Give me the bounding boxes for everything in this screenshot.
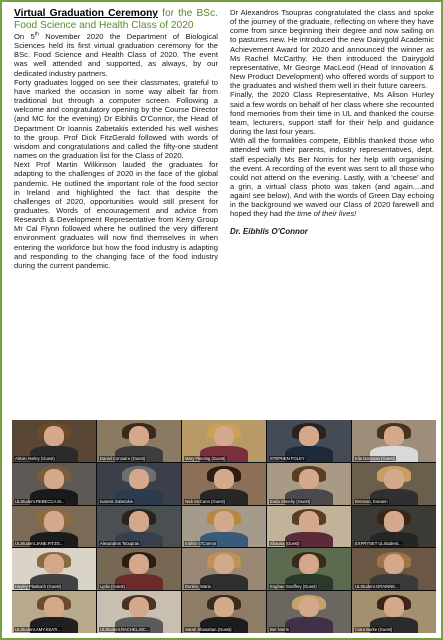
participant-name-label: Ciara Burke (Guest) xyxy=(355,626,393,632)
participant-tile xyxy=(12,420,96,462)
participant-tile xyxy=(12,548,96,590)
participant-body xyxy=(285,617,332,633)
participant-face xyxy=(214,597,234,617)
participant-face xyxy=(214,511,234,531)
participant-face xyxy=(129,511,149,531)
participant-name-label: Sarah Shanahan (Guest) xyxy=(185,626,232,632)
participant-face xyxy=(299,554,319,574)
participant-tile xyxy=(97,506,181,548)
paragraph-1 xyxy=(14,32,218,78)
participant-tile xyxy=(97,591,181,633)
participant-face xyxy=(299,597,319,617)
participant-tile xyxy=(12,463,96,505)
participant-tile xyxy=(12,591,96,633)
participant-name-label: Hayley Plaskach (Guest) xyxy=(15,584,62,590)
paragraph-2: Forty graduates logged on see their classmates, grateful to have marked the occasion in some way albeit far from traditional but through a computer screen. Following a welcome and congratulatory opening by the Course Director (and MC for the evening) Dr Eibhlis O'Connor, the Head of Department Dr Ioannis Zabetakis extended his well wishes to the group. Prof Dick FitzGerald followed with words of wisdom and congratulations and called the fifty-one student names on the graduation list for the Class of 2020. xyxy=(14,77,218,161)
participant-tile xyxy=(352,463,436,505)
participant-face xyxy=(299,511,319,531)
participant-face xyxy=(299,426,319,446)
virtual-class-photo xyxy=(12,420,436,633)
title-rest: for the BSc. Food Science and Health Class of 2020 xyxy=(14,8,218,31)
participant-tile xyxy=(182,420,266,462)
participant-name-label: Eoghan Geoffrey (Guest) xyxy=(270,584,317,590)
paragraph-5: Finally, the 2020 Class Representative, Ms Alison Hurley said a few words on behalf of her class where she recounted fond memories from their time in UL and thanked the course team, lecturers, support staff for their help and guidance during the last four years. xyxy=(230,90,434,137)
participant-name-label: Lydia (Guest) xyxy=(100,584,125,590)
participant-tile xyxy=(352,548,436,590)
paragraph-3: Next Prof Martin Wilkinson lauded the graduates for adapting to the challenges of 2020 in the face of the global pandemic. He outlined the important role of the food sector in Ireland and highlighted the fact that despite the challenges of 2020, opportunities would still present for graduates. Words of encouragement and advice from Research & Development Representative from Kerry Group Mr Cal Flynn followed where he outlined the very different environment graduates will now find themselves in when entering the workforce but how the food industry is adapting and responding to the changing face of the food industry during the current pandemic. xyxy=(14,160,218,270)
participant-tile xyxy=(352,591,436,633)
participant-face xyxy=(384,554,404,574)
participant-name-label: Mary Fleming (Guest) xyxy=(185,455,226,461)
participant-face xyxy=(129,554,149,574)
participant-face xyxy=(384,426,404,446)
title-underlined: Virtual Graduation Ceremony xyxy=(14,8,158,19)
participant-tile xyxy=(267,591,351,633)
participant-face xyxy=(384,511,404,531)
author-signature: Dr. Eibhlís O'Connor xyxy=(230,226,308,236)
article-column-right xyxy=(230,8,434,390)
participant-name-label: Alexandros Tsoupras xyxy=(100,541,140,547)
participant-tile xyxy=(97,420,181,462)
p6-main: With all the formalities compete, Eibhlis thanked those who attended with their parents, industry representatives, dept. staff especially Ms Ber Norris for her help with organising the event. A recording of the event was sent to all those who could not attend on the evening. Lastly, with a 'cheese' and a grin, a virtual class photo was taken (and again....and again! see below). And with the words of Green Day echoing in the background we waved our Class of 2020 farewell and hoped they had xyxy=(230,136,434,219)
participant-face xyxy=(384,469,404,489)
participant-face xyxy=(214,469,234,489)
participant-name-label: Eibhlis O'Connor xyxy=(185,541,217,547)
participant-tile xyxy=(97,463,181,505)
p1-pre: On 5 xyxy=(14,32,35,41)
participant-tile xyxy=(182,591,266,633)
participant-face xyxy=(44,597,64,617)
participant-face xyxy=(44,426,64,446)
participant-name-label: ULStudent.GRAINNE... xyxy=(355,584,399,590)
participant-face xyxy=(44,469,64,489)
p6-italic: the time of their lives! xyxy=(284,209,357,219)
participant-name-label: Alison Hurley (Guest) xyxy=(15,455,55,461)
participant-name-label: Dunkin, Maria xyxy=(185,584,211,590)
participant-tile xyxy=(352,420,436,462)
article-columns xyxy=(14,8,434,390)
article-column-left xyxy=(14,8,218,390)
p1-sup: th xyxy=(34,31,39,38)
participant-tile xyxy=(267,463,351,505)
participant-face xyxy=(44,554,64,574)
participant-tile xyxy=(182,506,266,548)
participant-face xyxy=(129,597,149,617)
participant-face xyxy=(214,426,234,446)
participant-tile xyxy=(267,506,351,548)
participant-face xyxy=(384,597,404,617)
participant-tile xyxy=(182,548,266,590)
participant-name-label: ULStudent.AMY.KEATI... xyxy=(15,626,61,632)
participant-name-label: STEPHEN FOLEY xyxy=(270,455,305,461)
participant-name-label: Ioannis Zabetakis xyxy=(100,498,133,504)
participant-tile xyxy=(267,420,351,462)
participant-name-label: ULStudent.JANE.FITZG... xyxy=(15,541,64,547)
participant-name-label: ULStudent.REBECCA.M... xyxy=(15,498,65,504)
participant-name-label: Shauna (Guest) xyxy=(270,541,300,547)
participant-name-label: Ella Donovan (Guest) xyxy=(355,455,396,461)
participant-face xyxy=(44,511,64,531)
participant-tile xyxy=(182,463,266,505)
paragraph-4: Dr Alexandros Tsoupras congratulated the class and spoke of the journey of the graduate, reflecting on where they have come from since beginning their degree and now sailing on to pastures new. He introduced the new Dairygold Academic Achievement Award for 2020 and announced the winner as Ms Rachel McCarthy. He then introduced the Dairygold representative, Mr George MacLeod (Head of Innovation & New Product Development) who offered words of support to the graduates and wished them well in their future careers. xyxy=(230,8,434,91)
participant-tile xyxy=(97,548,181,590)
participant-name-label: EXPRYSET ULStudent... xyxy=(355,541,402,547)
p1-post: November 2020 the Department of Biological Sciences held its first virtual graduation ceremony for the BSc. Food Science and Health Class of 2020. The event was well attended and supported, as always, by our dedicated industry partners. xyxy=(14,32,218,78)
participant-tile xyxy=(352,506,436,548)
participant-name-label: ULStudent.RACHEL.MC... xyxy=(100,626,150,632)
paragraph-6 xyxy=(230,136,434,218)
participant-name-label: Eoda Sheehy (Guest) xyxy=(270,498,311,504)
participant-name-label: Ber Norris xyxy=(270,626,289,632)
participant-name-label: Brennan, Eoeann xyxy=(355,498,388,504)
participant-face xyxy=(129,469,149,489)
participant-tile xyxy=(12,506,96,548)
participant-face xyxy=(299,469,319,489)
participant-name-label: Nick McCann (Guest) xyxy=(185,498,226,504)
article-title xyxy=(14,8,218,32)
participant-face xyxy=(129,426,149,446)
participant-face xyxy=(214,554,234,574)
participant-name-label: Daniel Connaire (Guest) xyxy=(100,455,146,461)
participant-tile xyxy=(267,548,351,590)
